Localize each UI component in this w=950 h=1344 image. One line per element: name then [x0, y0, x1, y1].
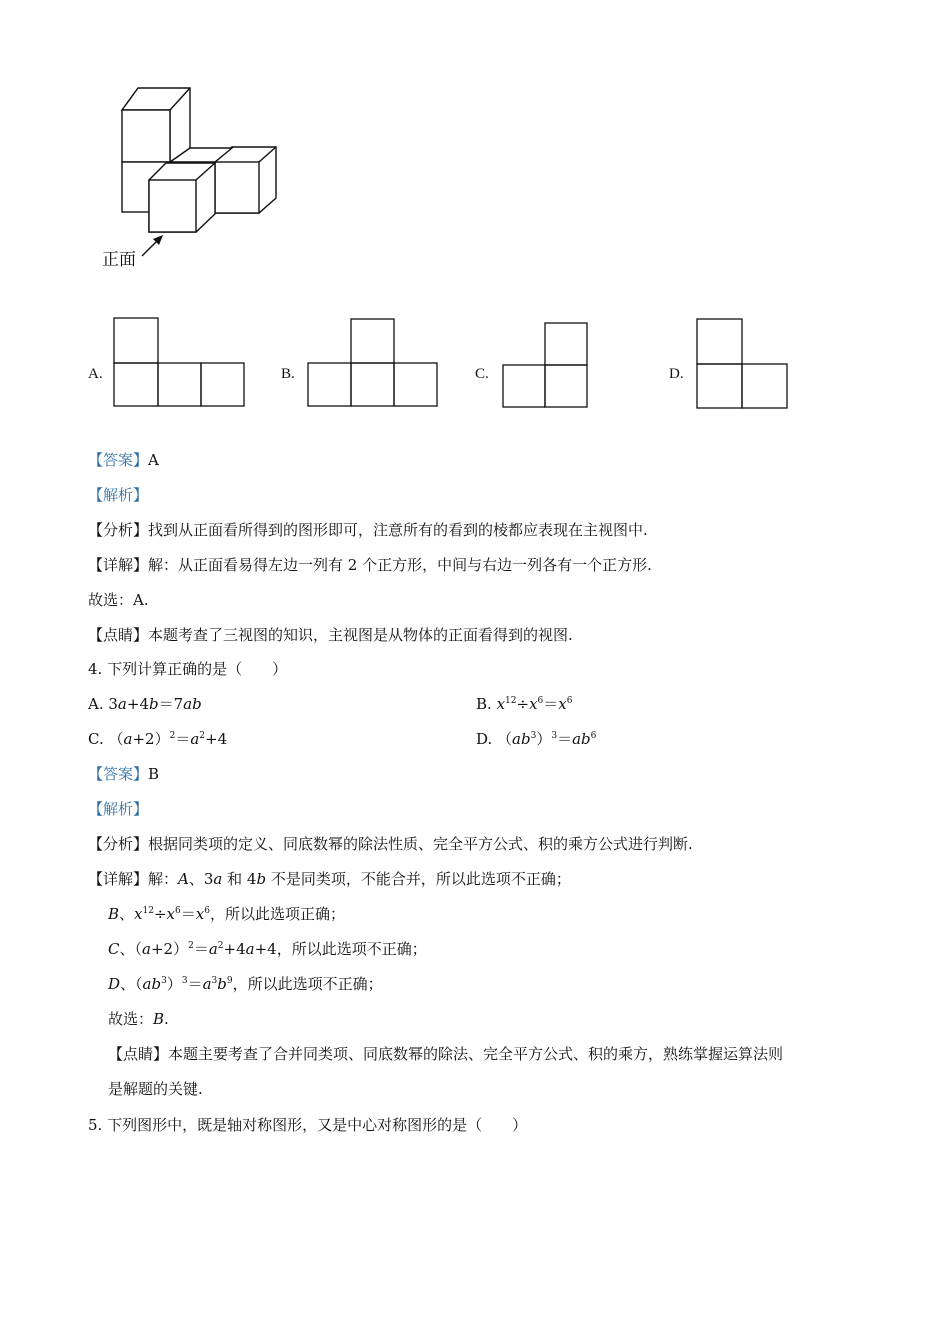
q3-fenxi-line: [88, 520, 648, 540]
q3-guxuan-line: 故选：A.: [88, 591, 149, 609]
q3-xiangjie: 解：从正面看易得左边一列有 2 个正方形，中间与右边一列各有一个正方形.: [148, 556, 652, 574]
q3-fenxi: 找到从正面看所得到的图形即可，注意所有的看到的棱都应表现在主视图中.: [148, 521, 648, 539]
xiangjie-tag: 【详解】: [88, 556, 149, 574]
option-d-figure: [696, 318, 796, 413]
q4-answer: B: [148, 765, 160, 783]
dianjing-tag: 【点睛】: [108, 1045, 169, 1063]
option-a-figure: [113, 317, 253, 412]
q4-dianjing-line-2: 是解题的关键.: [108, 1080, 203, 1098]
cube-figure: [95, 80, 295, 260]
q4-fenxi-line: [88, 834, 693, 854]
q4-xiangjie-line-d: D、$(ab^3)^3=a^3b^9$，所以此选项不正确；: [108, 975, 383, 993]
analysis-tag: 【解析】: [88, 486, 149, 504]
q4-xiangjie-line-b: B、$x^{12}\div x^6=x^6$，所以此选项正确；: [108, 905, 345, 923]
option-c-figure: [502, 322, 602, 417]
xiangjie-tag: 【详解】: [88, 870, 149, 888]
option-b-figure: [307, 318, 447, 413]
front-arrow: [140, 232, 170, 262]
dianjing-tag: 【点睛】: [88, 626, 149, 644]
fenxi-tag: 【分析】: [88, 835, 149, 853]
q4-option-c: C. $(a+2)^2=a^2+4$: [88, 730, 228, 748]
q4-option-a: A. 3a+4b＝7ab: [88, 695, 202, 713]
q4-guxuan-line: 故选：B.: [108, 1010, 169, 1028]
q4-stem: 4. 下列计算正确的是（ ）: [88, 660, 288, 678]
q4-dianjing-line: 【点睛】本题主要考查了合并同类项、同底数幂的除法、完全平方公式、积的乘方，熟练掌握运算法则: [108, 1045, 784, 1063]
q3-dianjing-line: [88, 625, 573, 645]
q4-xiangjie-line-a: 【详解】解：A、3a 和 4b 不是同类项，不能合并，所以此选项不正确；: [88, 870, 571, 888]
q4-option-b: B. $x^{12}\div x^6=x^6$: [476, 695, 573, 713]
q4-fenxi: 根据同类项的定义、同底数幂的除法性质、完全平方公式、积的乘方公式进行判断.: [148, 835, 693, 853]
q3-answer: A: [148, 451, 159, 469]
option-d-label: D.: [669, 366, 684, 382]
q4-xiangjie-line-c: C、$(a+2)^2=a^2+4a+4$，所以此选项不正确；: [108, 940, 427, 958]
option-c-label: C.: [475, 366, 489, 382]
q4-answer-line: [88, 764, 159, 784]
q5-stem: 5. 下列图形中，既是轴对称图形，又是中心对称图形的是（ ）: [88, 1116, 528, 1134]
q3-dianjing: 本题考查了三视图的知识，主视图是从物体的正面看得到的视图.: [148, 626, 573, 644]
q4-analysis-line: [88, 799, 148, 819]
option-a-label: A.: [88, 366, 103, 382]
q3-answer-line: [88, 450, 159, 470]
q3-xiangjie-line: [88, 555, 652, 575]
q3-analysis-line: [88, 485, 148, 505]
q4-option-d: D. $(ab^3)^3=ab^6$: [476, 730, 597, 748]
answer-tag: 【答案】: [88, 451, 149, 469]
analysis-tag: 【解析】: [88, 800, 149, 818]
fenxi-tag: 【分析】: [88, 521, 149, 539]
answer-tag: 【答案】: [88, 765, 149, 783]
front-label: 正面: [102, 250, 136, 270]
option-b-label: B.: [281, 366, 295, 382]
